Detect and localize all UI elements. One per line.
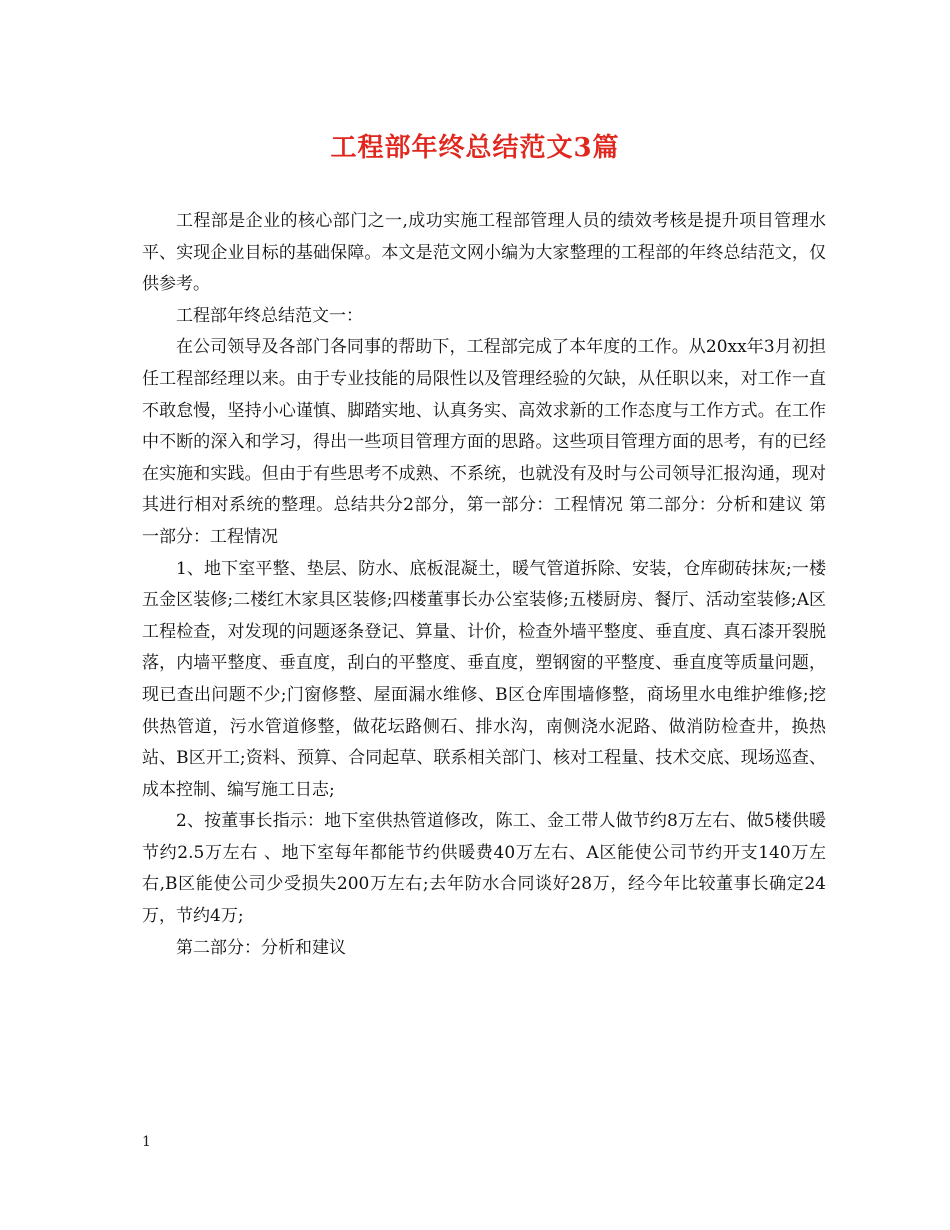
section-heading-one: 工程部年终总结范文一： [176,305,363,326]
body-paragraph: 在公司领导及各部门各同事的帮助下，工程部完成了本年度的工作。从20xx年3月初担任工程部经理以来。由于专业技能的局限性以及管理经验的欠缺，从任职以来，对工作一直不敢怠慢，坚持小心谨慎、脚踏实地、认真务实、高效求新的工作态度与工作方式。在工作中不断的深入和学习，得出一些项目管理方面的思路。这些项目管理方面的思考，有的已经在实施和实践。但由于有些思考不成熟、不系统，也就没有及时与公司领导汇报沟通，现对其进行相对系统的整理。总结共分2部分，第一部分：工程情况 第二部分：分析和建议 第一部分：工程情况 [142,337,826,547]
document-title: 工程部年终总结范文3篇 [330,133,620,163]
list-item-two: 2、按董事长指示：地下室供热管道修改，陈工、金工带人做节约8万左右、做5楼供暖节约2.5万左右 、地下室每年都能节约供暖费40万左右、A区能使公司节约开支140万左右,B区能使公司少受损失200万左右;去年防水合同谈好28万，经今年比较董事长确定24万，节约4万; [142,811,826,927]
document-body [142,206,826,964]
intro-paragraph: 工程部是企业的核心部门之一,成功实施工程部管理人员的绩效考核是提升项目管理水平、实现企业目标的基础保障。本文是范文网小编为大家整理的工程部的年终总结范文，仅供参考。 [142,211,826,295]
section-heading-two: 第二部分：分析和建议 [176,937,346,958]
list-item-one: 1、地下室平整、垫层、防水、底板混凝土，暖气管道拆除、安装，仓库砌砖抹灰;一楼五金区装修;二楼红木家具区装修;四楼董事长办公室装修;五楼厨房、餐厅、活动室装修;A区工程检查，对发现的问题逐条登记、算量、计价，检查外墙平整度、垂直度、真石漆开裂脱落，内墙平整度、垂直度，刮白的平整度、垂直度，塑钢窗的平整度、垂直度等质量问题，现已查出问题不少;门窗修整、屋面漏水维修、B区仓库围墙修整，商场里水电维护维修;挖供热管道，污水管道修整，做花坛路侧石、排水沟，南侧浇水泥路、做消防检查井，换热站、B区开工;资料、预算、合同起草、联系相关部门、核对工程量、技术交底、现场巡查、成本控制、编写施工日志; [142,558,826,800]
page-number: 1 [142,1134,151,1150]
